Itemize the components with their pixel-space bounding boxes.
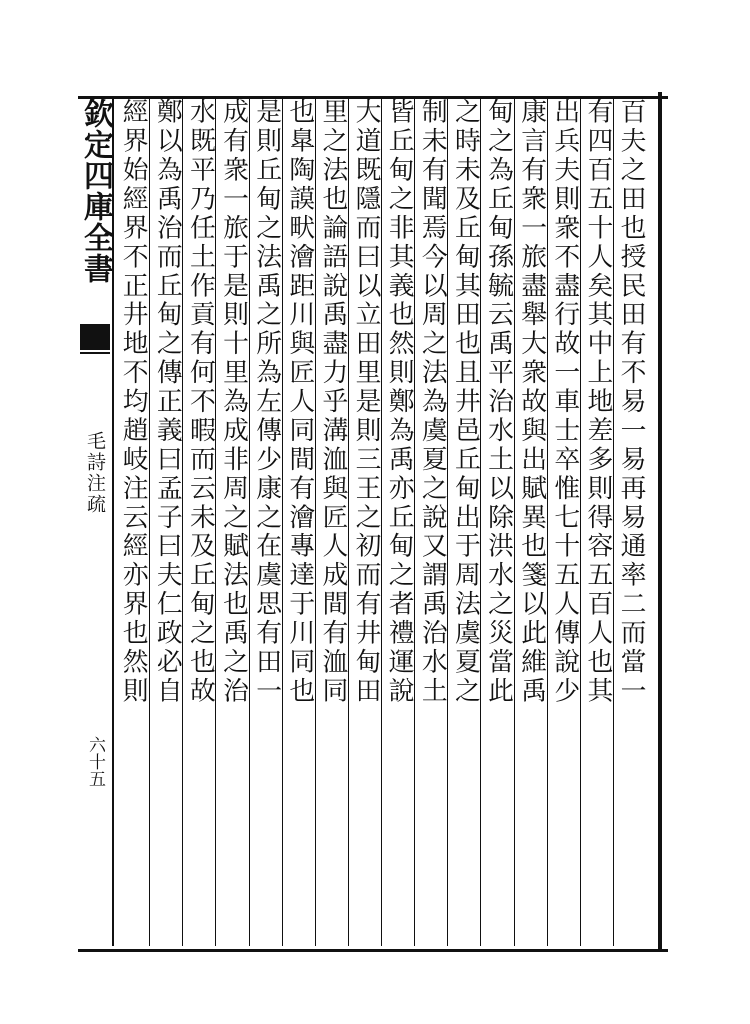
column-text: 也臯陶謨畎澮距川與匠人同間有澮專達于川同也 <box>284 98 315 706</box>
text-column <box>580 96 613 946</box>
text-column <box>514 96 547 946</box>
text-column <box>149 96 182 946</box>
column-text: 制未有聞焉今以周之法為虞夏之說又謂禹治水土 <box>417 98 448 706</box>
fishtail-mark-icon <box>80 324 110 350</box>
text-column <box>480 96 513 946</box>
text-column <box>414 96 447 946</box>
column-text: 是則丘甸之法禹之所為左傳少康之在虞思有田一 <box>251 98 282 706</box>
text-column <box>249 96 282 946</box>
text-column <box>315 96 348 946</box>
column-text: 甸之為丘甸孫毓云禹平治水土以除洪水之災當此 <box>483 98 514 706</box>
column-text: 大道既隱而曰以立田里是則三王之初而有井甸田 <box>351 98 381 706</box>
column-text: 里之法也論語說禹盡力乎溝洫與匠人成間有洫同 <box>317 98 348 706</box>
text-column <box>282 96 315 946</box>
fishtail-divider <box>80 352 110 354</box>
page-margin-strip <box>78 96 114 946</box>
text-column <box>348 96 381 946</box>
text-column <box>447 96 480 946</box>
page-number: 六十五 <box>85 736 105 787</box>
column-text: 皆丘甸之非其義也然則鄭為禹亦丘甸之者禮運說 <box>384 98 415 706</box>
column-text: 之時未及丘甸其田也且井邑丘甸出于周法虞夏之 <box>450 98 481 706</box>
text-column <box>182 96 215 946</box>
text-column <box>547 96 580 946</box>
text-column <box>215 96 248 946</box>
text-columns <box>116 96 646 946</box>
frame-right-border <box>658 92 662 952</box>
text-column <box>116 96 149 946</box>
column-text: 鄭以為禹治而丘甸之傳正義曰孟子曰夫仁政必自 <box>152 98 183 706</box>
text-column <box>613 96 646 946</box>
text-column <box>381 96 414 946</box>
column-text: 水既平乃任土作貢有何不暇而云未及丘甸之也故 <box>185 98 216 706</box>
column-text: 有四百五十人矣其中上地差多則得容五百人也其 <box>582 98 613 706</box>
column-text: 經界始經界不正井地不均趙岐注云經亦界也然則 <box>118 98 149 706</box>
column-text: 出兵夫則衆不盡行故一車士卒惟七十五人傳說少 <box>549 98 580 706</box>
book-title: 毛詩注疏 <box>84 431 106 515</box>
column-text: 成有衆一旅于是則十里為成非周之賦法也禹之治 <box>218 98 249 706</box>
column-text: 百夫之田也授民田有不易一易再易通率二而當一 <box>616 98 646 706</box>
collection-title: 欽定四庫全書 <box>78 98 113 284</box>
column-text: 康言有衆一旅盡舉大衆故與出賦異也箋以此維禹 <box>516 98 547 706</box>
